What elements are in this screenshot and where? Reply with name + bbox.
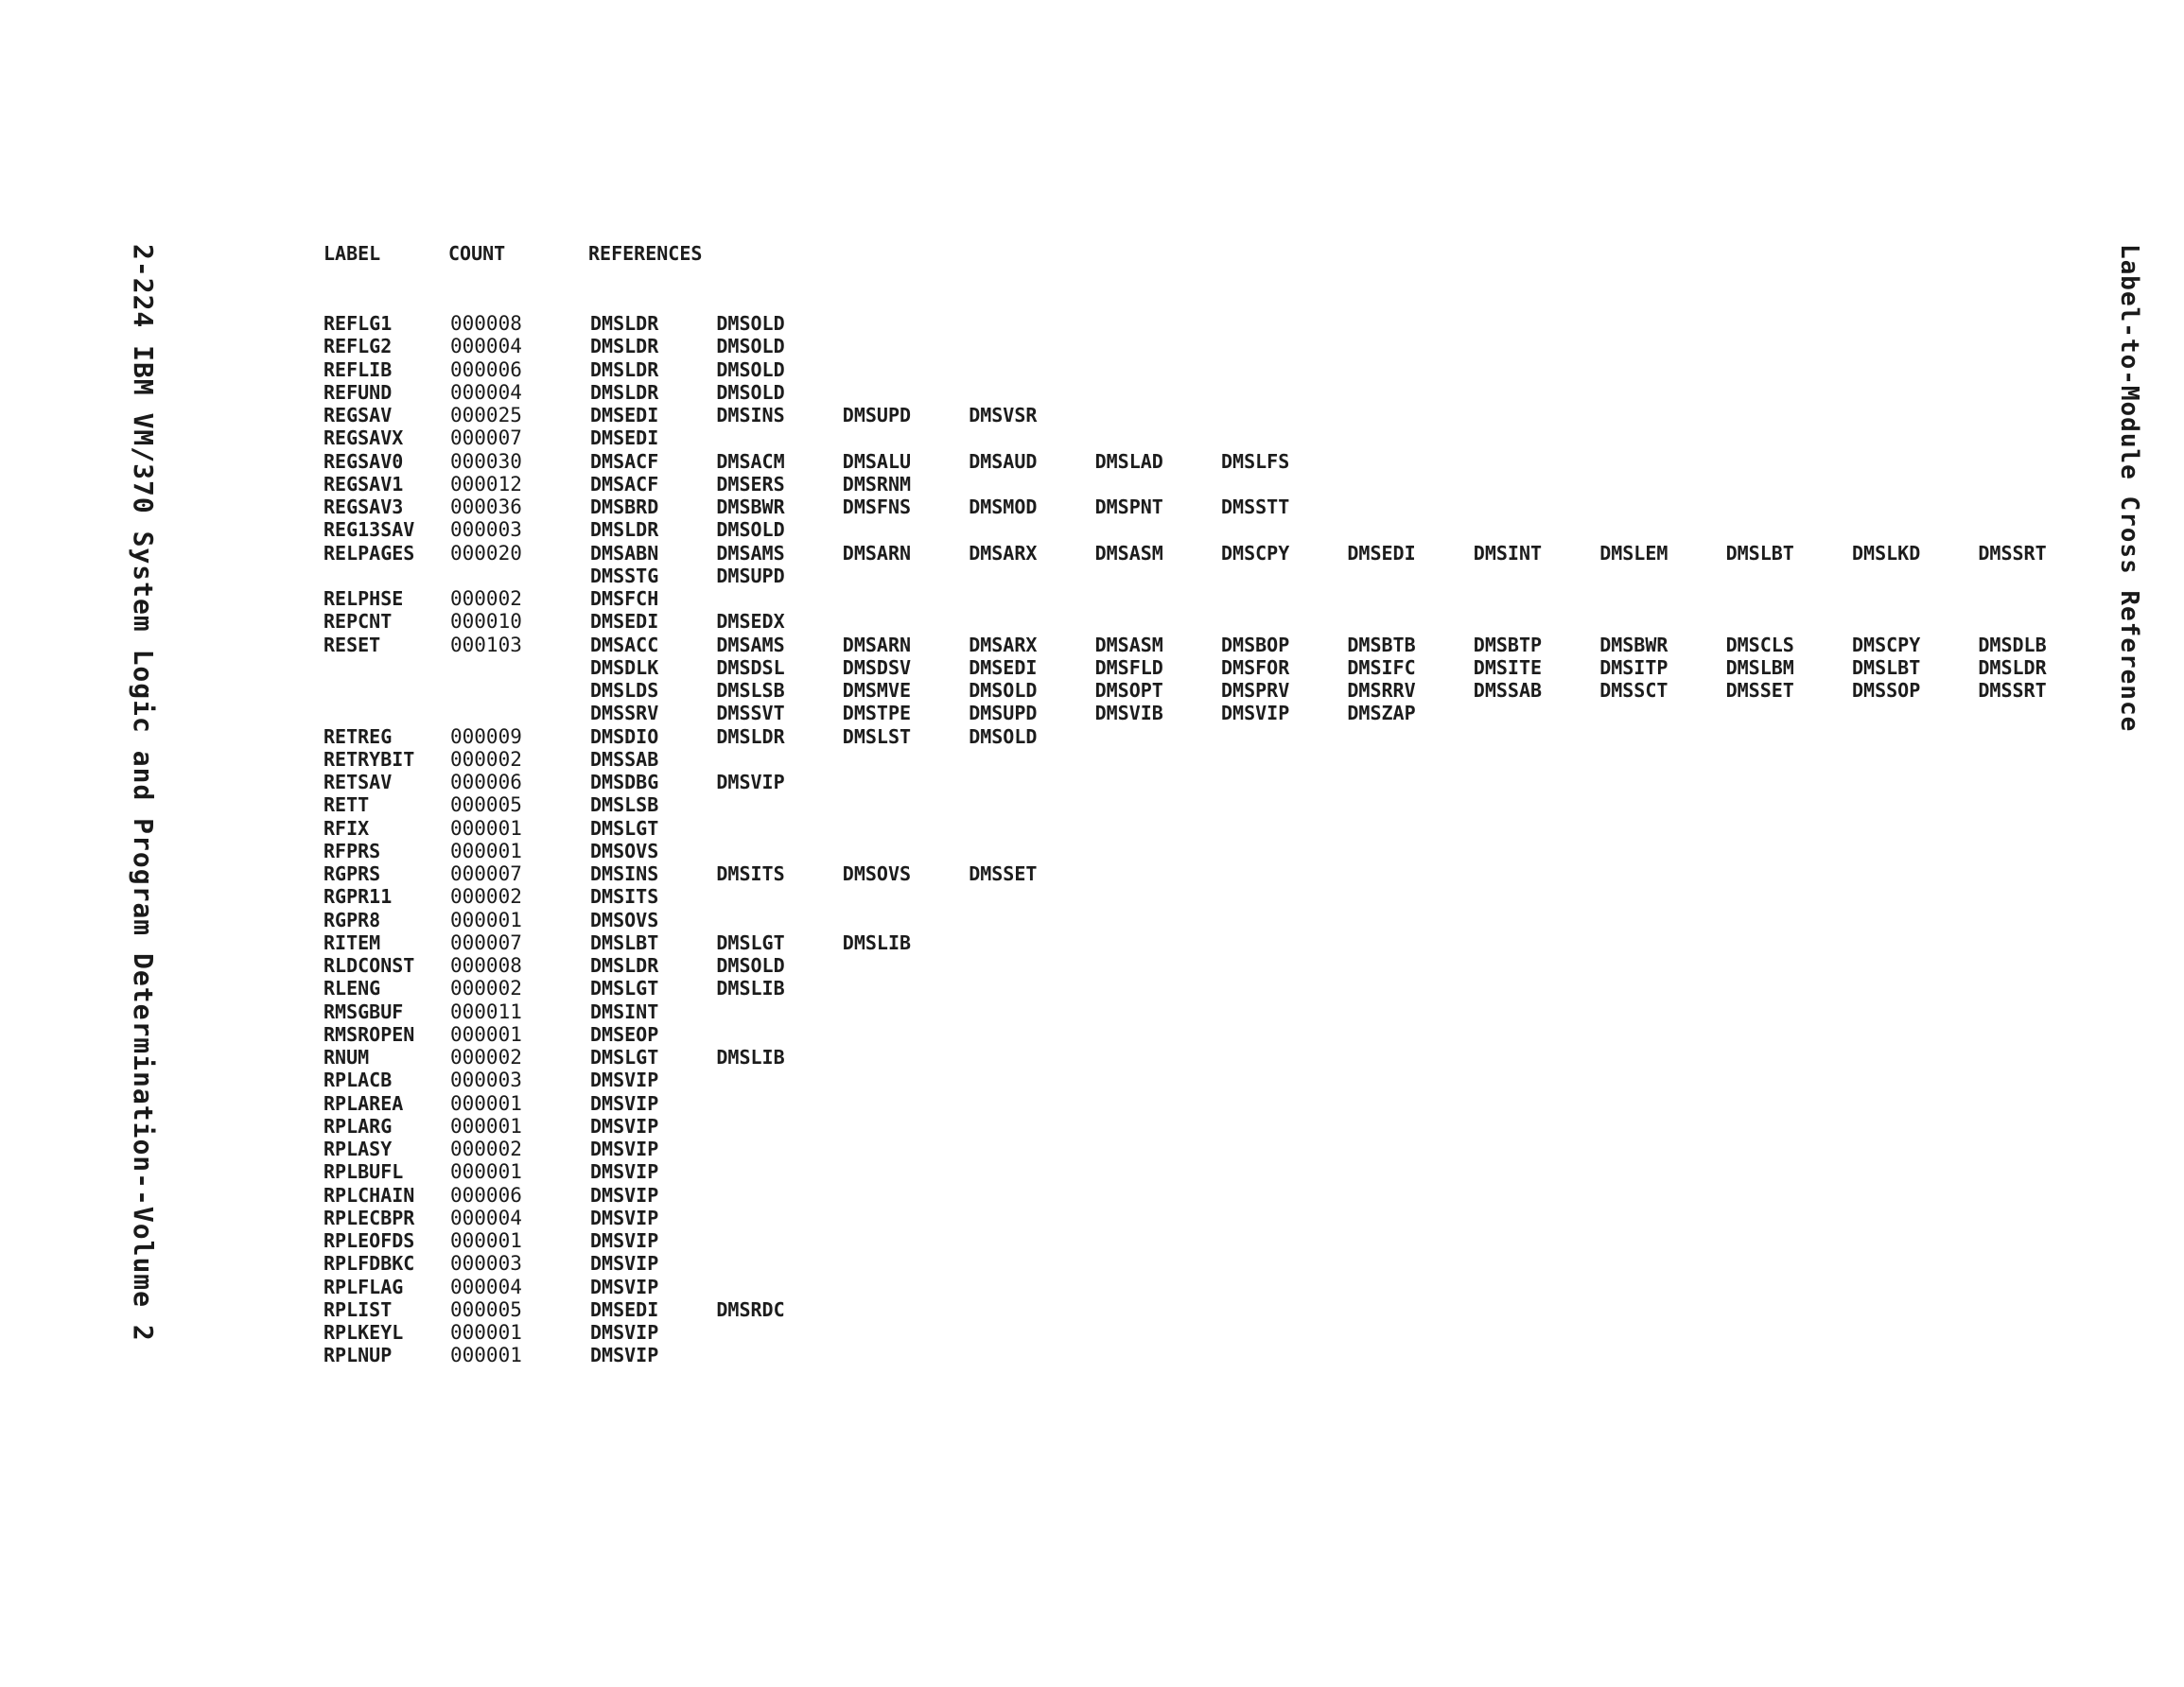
module-reference: DMSLBM [1725, 655, 1794, 679]
row-label: RPLARG [323, 1114, 393, 1138]
row-count: 000006 [450, 357, 522, 381]
module-reference: DMSOLD [969, 724, 1038, 748]
module-reference: DMSSOP [1852, 679, 1921, 702]
table-row [0, 656, 2184, 679]
module-reference: DMSVIP [716, 771, 785, 793]
module-reference: DMSVIP [590, 1206, 659, 1229]
table-row [0, 817, 2184, 840]
module-reference: DMSCPY [1221, 541, 1290, 565]
row-count: 000005 [450, 1297, 522, 1321]
row-label: RPLIST [323, 1297, 393, 1321]
module-reference: DMSVIP [590, 1138, 659, 1160]
row-label: REPCNT [323, 610, 393, 634]
module-reference: DMSINS [590, 862, 659, 885]
table-row [0, 679, 2184, 702]
row-count: 000007 [450, 862, 522, 885]
row-label: RLDCONST [323, 954, 415, 977]
module-reference: DMSITS [590, 885, 659, 909]
table-row [0, 862, 2184, 885]
module-reference: DMSFCH [590, 587, 659, 610]
row-count: 000001 [450, 816, 522, 840]
table-row [0, 1023, 2184, 1046]
module-reference: DMSLSB [590, 793, 659, 817]
row-label: RELPAGES [323, 541, 415, 565]
module-reference: DMSBWR [1599, 633, 1669, 656]
module-reference: DMSVIP [590, 1069, 659, 1092]
table-row [0, 450, 2184, 473]
module-reference: DMSOLD [969, 679, 1038, 702]
table-row [0, 610, 2184, 633]
module-reference: DMSDLB [1978, 633, 2047, 656]
module-reference: DMSVIP [590, 1229, 659, 1252]
module-reference: DMSIFC [1347, 655, 1416, 679]
table-row [0, 1115, 2184, 1138]
row-label: RLENG [323, 977, 381, 1000]
row-label: RFPRS [323, 839, 381, 862]
row-label: RPLFDBKC [323, 1252, 415, 1276]
module-reference: DMSBRD [590, 496, 659, 518]
table-row [0, 931, 2184, 954]
module-reference: DMSAUD [969, 449, 1038, 473]
table-row [0, 473, 2184, 496]
row-count: 000001 [450, 1321, 522, 1344]
row-count: 000020 [450, 541, 522, 565]
module-reference: DMSLBT [590, 930, 659, 954]
module-reference: DMSLDR [1978, 655, 2047, 679]
row-label: RFIX [323, 816, 370, 840]
row-label: REGSAV0 [323, 449, 404, 473]
row-count: 000001 [450, 1160, 522, 1184]
module-reference: DMSLGT [716, 930, 785, 954]
module-reference: DMSARX [969, 633, 1038, 656]
row-count: 000003 [450, 1252, 522, 1276]
row-label: RPLAREA [323, 1091, 404, 1115]
row-label: RETRYBIT [323, 747, 415, 771]
module-reference: DMSALU [842, 449, 912, 473]
row-count: 000005 [450, 793, 522, 817]
module-reference: DMSLGT [590, 1046, 659, 1069]
row-label: REFLIB [323, 357, 393, 381]
module-reference: DMSVIB [1094, 702, 1163, 725]
row-label: RETREG [323, 724, 393, 748]
module-reference: DMSERS [716, 472, 785, 496]
module-reference: DMSPRV [1221, 679, 1290, 702]
row-count: 000001 [450, 908, 522, 931]
module-reference: DMSEDI [590, 610, 659, 634]
module-reference: DMSVIP [590, 1344, 659, 1367]
row-count: 000008 [450, 954, 522, 977]
table-row [0, 1276, 2184, 1298]
module-reference: DMSOLD [716, 380, 785, 404]
module-reference: DMSASM [1094, 541, 1163, 565]
row-label: RETSAV [323, 771, 393, 793]
row-label: RPLCHAIN [323, 1183, 415, 1207]
module-reference: DMSSTT [1221, 496, 1290, 518]
row-count: 000006 [450, 1183, 522, 1207]
module-reference: DMSEDI [590, 1297, 659, 1321]
table-row [0, 771, 2184, 793]
module-reference: DMSTPE [842, 702, 912, 725]
module-reference: DMSUPD [716, 564, 785, 587]
row-count: 000009 [450, 724, 522, 748]
table-row [0, 748, 2184, 771]
module-reference: DMSLDR [590, 954, 659, 977]
module-reference: DMSOLD [716, 335, 785, 358]
row-count: 000002 [450, 1046, 522, 1069]
module-reference: DMSLFS [1221, 449, 1290, 473]
row-label: RPLBUFL [323, 1160, 404, 1184]
module-reference: DMSFLD [1094, 655, 1163, 679]
row-label: REGSAV1 [323, 472, 404, 496]
module-reference: DMSCPY [1852, 633, 1921, 656]
module-reference: DMSDSV [842, 655, 912, 679]
row-label: RELPHSE [323, 587, 404, 610]
module-reference: DMSSET [969, 862, 1038, 885]
row-label: RPLASY [323, 1138, 393, 1160]
table-row [0, 518, 2184, 541]
module-reference: DMSVIP [590, 1091, 659, 1115]
module-reference: DMSSET [1725, 679, 1794, 702]
row-label: REFLG1 [323, 312, 393, 335]
row-count: 000006 [450, 771, 522, 793]
module-reference: DMSOVS [590, 908, 659, 931]
module-reference: DMSEDI [1347, 541, 1416, 565]
row-label: RGPR8 [323, 908, 381, 931]
table-row [0, 725, 2184, 748]
table-row [0, 1046, 2184, 1069]
module-reference: DMSDSL [716, 655, 785, 679]
table-row [0, 1184, 2184, 1207]
row-count: 000001 [450, 1022, 522, 1046]
module-reference: DMSLDR [590, 518, 659, 542]
row-count: 000002 [450, 1138, 522, 1160]
module-reference: DMSMOD [969, 496, 1038, 518]
table-row [0, 954, 2184, 977]
module-reference: DMSUPD [969, 702, 1038, 725]
module-reference: DMSLGT [590, 816, 659, 840]
module-reference: DMSZAP [1347, 702, 1416, 725]
module-reference: DMSLDR [590, 357, 659, 381]
row-count: 000012 [450, 472, 522, 496]
table-row [0, 977, 2184, 1000]
module-reference: DMSLKD [1852, 541, 1921, 565]
module-reference: DMSLDS [590, 679, 659, 702]
table-row [0, 1252, 2184, 1275]
module-reference: DMSUPD [842, 404, 912, 426]
row-label: REG13SAV [323, 518, 415, 542]
module-reference: DMSAMS [716, 633, 785, 656]
row-label: RPLEOFDS [323, 1229, 415, 1252]
table-row [0, 312, 2184, 335]
module-reference: DMSOVS [590, 839, 659, 862]
module-reference: DMSLAD [1094, 449, 1163, 473]
module-reference: DMSACM [716, 449, 785, 473]
table-row [0, 1160, 2184, 1183]
module-reference: DMSVIP [590, 1275, 659, 1298]
page-side-title: 2-224 IBM VM/370 System Logic and Program Determination--Volume 2 [128, 244, 159, 1342]
row-label: RPLNUP [323, 1344, 393, 1367]
module-reference: DMSITP [1599, 655, 1669, 679]
row-count: 000003 [450, 518, 522, 542]
module-reference: DMSLDR [716, 724, 785, 748]
module-reference: DMSLEM [1599, 541, 1669, 565]
module-reference: DMSOPT [1094, 679, 1163, 702]
module-reference: DMSDBG [590, 771, 659, 793]
module-reference: DMSAMS [716, 541, 785, 565]
table-row [0, 634, 2184, 656]
module-reference: DMSLST [842, 724, 912, 748]
module-reference: DMSFOR [1221, 655, 1290, 679]
row-count: 000030 [450, 449, 522, 473]
table-row [0, 587, 2184, 610]
table-row [0, 542, 2184, 565]
module-reference: DMSRNM [842, 472, 912, 496]
module-reference: DMSEDI [590, 404, 659, 426]
table-row [0, 1344, 2184, 1366]
row-label: RGPRS [323, 862, 381, 885]
table-row [0, 404, 2184, 426]
row-label: REGSAV [323, 404, 393, 426]
module-reference: DMSEDI [969, 655, 1038, 679]
row-label: RITEM [323, 930, 381, 954]
row-count: 000003 [450, 1069, 522, 1092]
row-count: 000004 [450, 1275, 522, 1298]
module-reference: DMSDIO [590, 724, 659, 748]
table-row [0, 1000, 2184, 1023]
row-count: 000001 [450, 1344, 522, 1367]
module-reference: DMSRRV [1347, 679, 1416, 702]
row-count: 000004 [450, 380, 522, 404]
module-reference: DMSSVT [716, 702, 785, 725]
module-reference: DMSBWR [716, 496, 785, 518]
module-reference: DMSLGT [590, 977, 659, 1000]
module-reference: DMSLBT [1852, 655, 1921, 679]
table-row [0, 885, 2184, 908]
row-label: RPLECBPR [323, 1206, 415, 1229]
table-row [0, 1321, 2184, 1344]
module-reference: DMSINT [590, 1000, 659, 1023]
module-reference: DMSITS [716, 862, 785, 885]
module-reference: DMSLBT [1725, 541, 1794, 565]
module-reference: DMSPNT [1094, 496, 1163, 518]
row-count: 000010 [450, 610, 522, 634]
module-reference: DMSARN [842, 633, 912, 656]
row-count: 000025 [450, 404, 522, 426]
row-label: RPLFLAG [323, 1275, 404, 1298]
table-row [0, 335, 2184, 357]
module-reference: DMSVIP [590, 1252, 659, 1276]
module-reference: DMSEDX [716, 610, 785, 634]
module-reference: DMSLDR [590, 312, 659, 335]
module-reference: DMSFNS [842, 496, 912, 518]
row-label: RGPR11 [323, 885, 393, 909]
table-row [0, 1298, 2184, 1321]
row-label: RMSROPEN [323, 1022, 415, 1046]
module-reference: DMSSTG [590, 564, 659, 587]
table-row [0, 1229, 2184, 1252]
module-reference: DMSSAB [1473, 679, 1543, 702]
table-row [0, 1138, 2184, 1160]
module-reference: DMSARN [842, 541, 912, 565]
row-label: RETT [323, 793, 370, 817]
table-row [0, 358, 2184, 381]
module-reference: DMSARX [969, 541, 1038, 565]
module-reference: DMSVIP [590, 1321, 659, 1344]
module-reference: DMSRDC [716, 1297, 785, 1321]
module-reference: DMSVSR [969, 404, 1038, 426]
module-reference: DMSSRV [590, 702, 659, 725]
table-row [0, 496, 2184, 518]
count-column-header: COUNT [448, 242, 506, 265]
module-reference: DMSOVS [842, 862, 912, 885]
module-reference: DMSACF [590, 449, 659, 473]
module-reference: DMSLSB [716, 679, 785, 702]
section-side-title: Label-to-Module Cross Reference [2115, 244, 2143, 733]
table-row [0, 381, 2184, 404]
row-count: 000001 [450, 839, 522, 862]
table-row [0, 909, 2184, 931]
row-count: 000001 [450, 1091, 522, 1115]
row-label: RNUM [323, 1046, 370, 1069]
module-reference: DMSVIP [590, 1160, 659, 1184]
row-label: REGSAVX [323, 426, 404, 450]
row-count: 000002 [450, 885, 522, 909]
module-reference: DMSLDR [590, 380, 659, 404]
row-count: 000007 [450, 426, 522, 450]
table-row [0, 426, 2184, 449]
module-reference: DMSEDI [590, 426, 659, 450]
table-row [0, 793, 2184, 816]
row-count: 000001 [450, 1114, 522, 1138]
module-reference: DMSVIP [1221, 702, 1290, 725]
module-reference: DMSEOP [590, 1022, 659, 1046]
module-reference: DMSDLK [590, 655, 659, 679]
table-row [0, 840, 2184, 862]
module-reference: DMSINT [1473, 541, 1543, 565]
row-label: RESET [323, 633, 381, 656]
module-reference: DMSVIP [590, 1114, 659, 1138]
module-reference: DMSINS [716, 404, 785, 426]
row-count: 000008 [450, 312, 522, 335]
module-reference: DMSLDR [590, 335, 659, 358]
module-reference: DMSASM [1094, 633, 1163, 656]
row-count: 000103 [450, 633, 522, 656]
module-reference: DMSLIB [716, 977, 785, 1000]
module-reference: DMSLIB [716, 1046, 785, 1069]
module-reference: DMSLIB [842, 930, 912, 954]
module-reference: DMSBOP [1221, 633, 1290, 656]
row-label: RMSGBUF [323, 1000, 404, 1023]
module-reference: DMSOLD [716, 357, 785, 381]
module-reference: DMSOLD [716, 954, 785, 977]
row-label: REFUND [323, 380, 393, 404]
row-count: 000002 [450, 747, 522, 771]
row-count: 000004 [450, 1206, 522, 1229]
module-reference: DMSBTB [1347, 633, 1416, 656]
module-reference: DMSACC [590, 633, 659, 656]
module-reference: DMSABN [590, 541, 659, 565]
module-reference: DMSACF [590, 472, 659, 496]
row-count: 000004 [450, 335, 522, 358]
row-count: 000011 [450, 1000, 522, 1023]
row-label: RPLACB [323, 1069, 393, 1092]
module-reference: DMSSRT [1978, 679, 2047, 702]
table-row [0, 702, 2184, 724]
module-reference: DMSITE [1473, 655, 1543, 679]
module-reference: DMSSRT [1978, 541, 2047, 565]
table-row [0, 565, 2184, 587]
module-reference: DMSCLS [1725, 633, 1794, 656]
row-label: REFLG2 [323, 335, 393, 358]
row-count: 000002 [450, 977, 522, 1000]
row-count: 000007 [450, 930, 522, 954]
row-label: RPLKEYL [323, 1321, 404, 1344]
module-reference: DMSSAB [590, 747, 659, 771]
module-reference: DMSMVE [842, 679, 912, 702]
table-row [0, 1092, 2184, 1115]
module-reference: DMSOLD [716, 312, 785, 335]
module-reference: DMSVIP [590, 1183, 659, 1207]
table-row [0, 1207, 2184, 1229]
references-column-header: REFERENCES [588, 242, 703, 265]
row-label: REGSAV3 [323, 496, 404, 518]
table-row [0, 1069, 2184, 1091]
row-count: 000002 [450, 587, 522, 610]
row-count: 000036 [450, 496, 522, 518]
row-count: 000001 [450, 1229, 522, 1252]
module-reference: DMSSCT [1599, 679, 1669, 702]
module-reference: DMSOLD [716, 518, 785, 542]
label-column-header: LABEL [323, 242, 381, 265]
module-reference: DMSBTP [1473, 633, 1543, 656]
